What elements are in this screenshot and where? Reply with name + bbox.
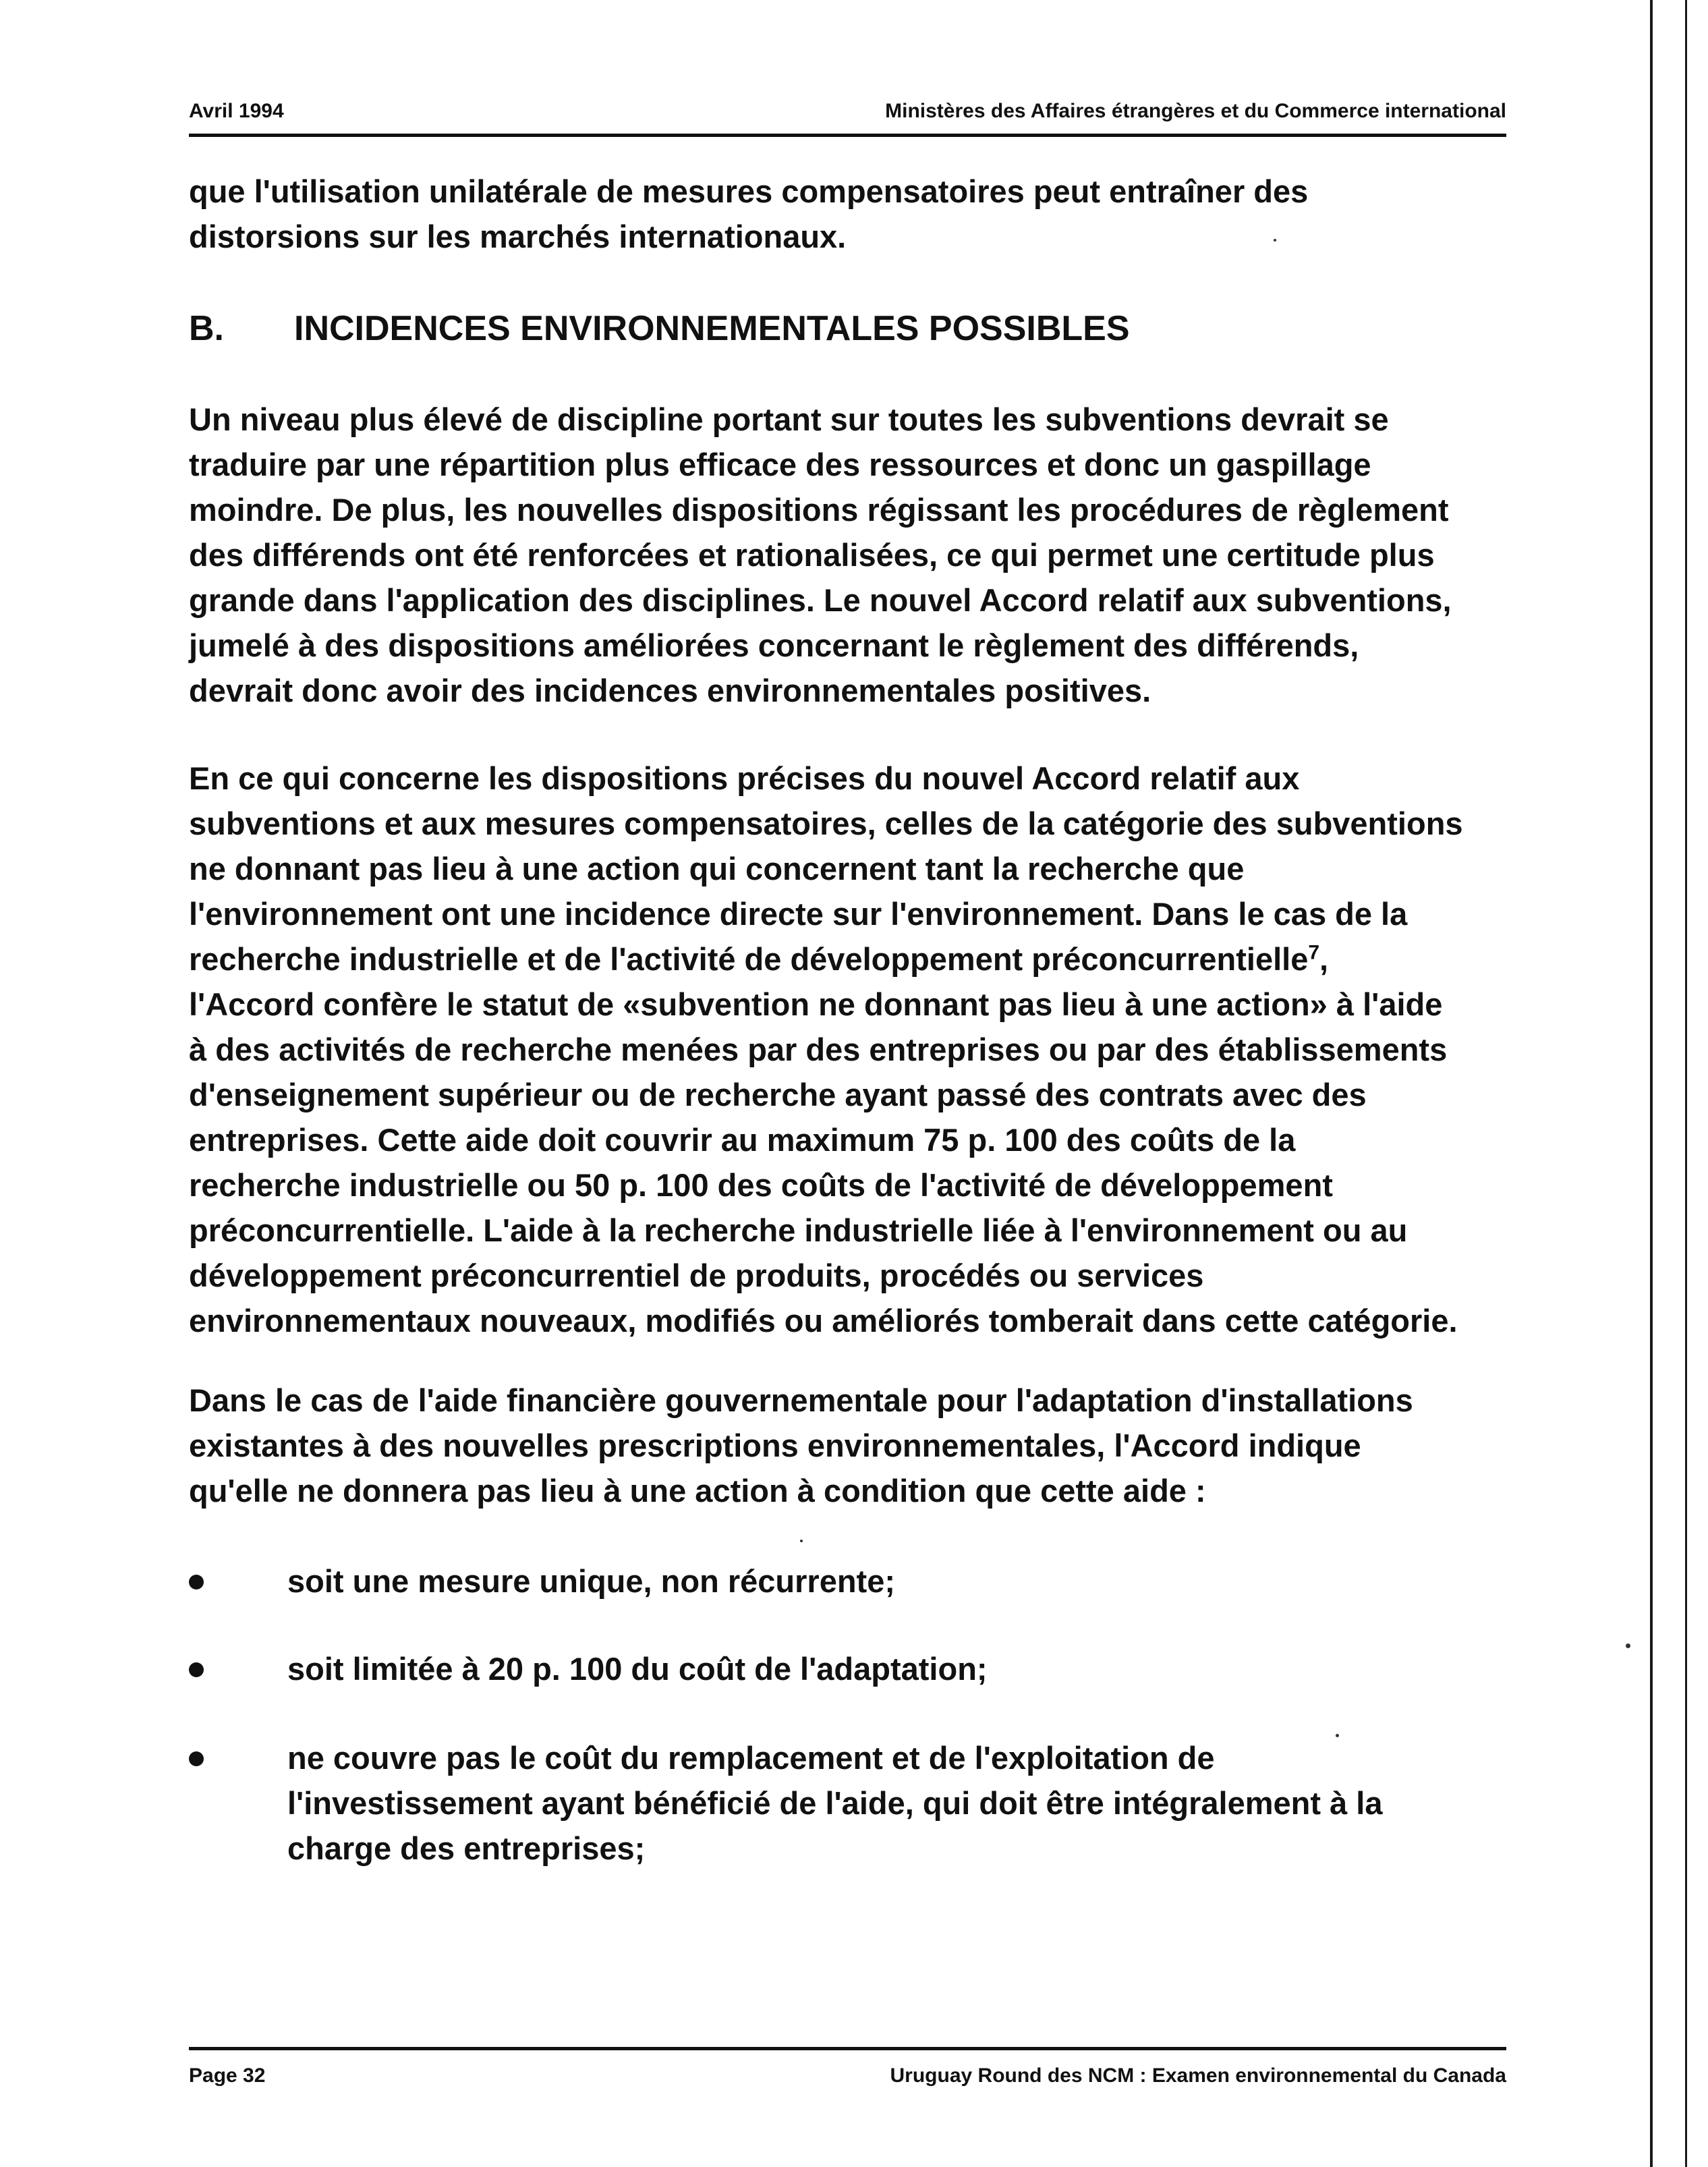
text-line: qu'elle ne donnera pas lieu à une action à condition que cette aide : — [189, 1473, 1206, 1509]
bullet-dot-icon — [189, 1751, 204, 1766]
text-line-with-footnote — [189, 936, 1538, 982]
header-rule — [189, 134, 1506, 137]
page-number: Page 32 — [189, 2064, 266, 2087]
text-line: existantes à des nouvelles prescriptions environnementales, l'Accord indique — [189, 1428, 1361, 1463]
text-line: En ce qui concerne les dispositions précises du nouvel Accord relatif aux — [189, 760, 1300, 796]
text-line: soit limitée à 20 p. 100 du coût de l'adaptation; — [287, 1651, 988, 1687]
bullet-dot-icon — [189, 1662, 204, 1677]
text-line: recherche industrielle ou 50 p. 100 des coûts de l'activité de développement — [189, 1167, 1333, 1203]
scan-speck — [1336, 1734, 1339, 1737]
text-line: des différends ont été renforcées et rationalisées, ce qui permet une certitude plus — [189, 537, 1435, 573]
text-line: ne couvre pas le coût du remplacement et de l'exploitation de — [287, 1740, 1215, 1776]
text-line: Un niveau plus élevé de discipline portant sur toutes les subventions devrait se — [189, 401, 1389, 437]
text-line: environnementaux nouveaux, modifiés ou améliorés tomberait dans cette catégorie. — [189, 1303, 1458, 1339]
scan-edge-line — [1650, 0, 1653, 2167]
text-line: distorsions sur les marchés internationaux. — [189, 219, 847, 254]
footer-rule — [189, 2047, 1506, 2050]
scan-speck — [1626, 1643, 1630, 1648]
text-line: ne donnant pas lieu à une action qui concernent tant la recherche que — [189, 851, 1245, 886]
text-line: recherche industrielle et de l'activité de développement préconcurrentielle — [189, 941, 1309, 977]
text-line: devrait donc avoir des incidences environnementales positives. — [189, 673, 1151, 708]
paragraph-1 — [189, 169, 1538, 259]
text-line: à des activités de recherche menées par des entreprises ou par des établissements — [189, 1032, 1448, 1067]
text-line: Dans le cas de l'aide financière gouvernementale pour l'adaptation d'installations — [189, 1382, 1413, 1418]
running-footer — [189, 2064, 1506, 2098]
text-line: charge des entreprises; — [287, 1830, 646, 1866]
text-line: l'Accord confère le statut de «subvention ne donnant pas lieu à une action» à l'aide — [189, 986, 1443, 1022]
bullet-dot-icon — [189, 1575, 204, 1589]
bullet-text — [287, 1735, 1382, 1871]
text-line: subventions et aux mesures compensatoires, celles de la catégorie des subventions — [189, 806, 1463, 841]
text-line: d'enseignement supérieur ou de recherche ayant passé des contrats avec des — [189, 1077, 1367, 1113]
bullet-text — [287, 1646, 988, 1691]
text-line: l'environnement ont une incidence directe sur l'environnement. Dans le cas de la — [189, 896, 1408, 932]
scan-edge-line — [1685, 0, 1687, 2167]
paragraph-2 — [189, 397, 1538, 713]
text-line: grande dans l'application des disciplines. Le nouvel Accord relatif aux subventions, — [189, 582, 1452, 618]
header-date: Avril 1994 — [189, 100, 284, 122]
text-line: moindre. De plus, les nouvelles dispositions régissant les procédures de règlement — [189, 492, 1449, 528]
text-line: traduire par une répartition plus efficace des ressources et donc un gaspillage — [189, 447, 1371, 482]
footnote-ref: 7 — [1308, 941, 1320, 964]
text-line: préconcurrentielle. L'aide à la recherche industrielle liée à l'environnement ou au — [189, 1212, 1408, 1248]
scan-speck — [1274, 239, 1276, 242]
text-line: soit une mesure unique, non récurrente; — [287, 1563, 895, 1599]
text-line: développement préconcurrentiel de produits, procédés ou services — [189, 1258, 1204, 1293]
line-tail-comma: , — [1319, 941, 1329, 977]
paragraph-3 — [189, 756, 1538, 1343]
footer-title: Uruguay Round des NCM : Examen environnemental du Canada — [890, 2064, 1506, 2087]
section-title: INCIDENCES ENVIRONNEMENTALES POSSIBLES — [294, 309, 1130, 348]
paragraph-4 — [189, 1378, 1538, 1513]
text-line: que l'utilisation unilatérale de mesures compensatoires peut entraîner des — [189, 173, 1309, 209]
header-ministry: Ministères des Affaires étrangères et du Commerce international — [885, 100, 1506, 122]
text-line: l'investissement ayant bénéficié de l'aide, qui doit être intégralement à la — [287, 1785, 1383, 1821]
text-line: jumelé à des dispositions améliorées concernant le règlement des différends, — [189, 627, 1359, 663]
section-letter: B. — [189, 309, 224, 348]
scan-speck — [800, 1540, 803, 1542]
text-line: entreprises. Cette aide doit couvrir au maximum 75 p. 100 des coûts de la — [189, 1122, 1296, 1158]
bullet-text — [287, 1558, 895, 1604]
